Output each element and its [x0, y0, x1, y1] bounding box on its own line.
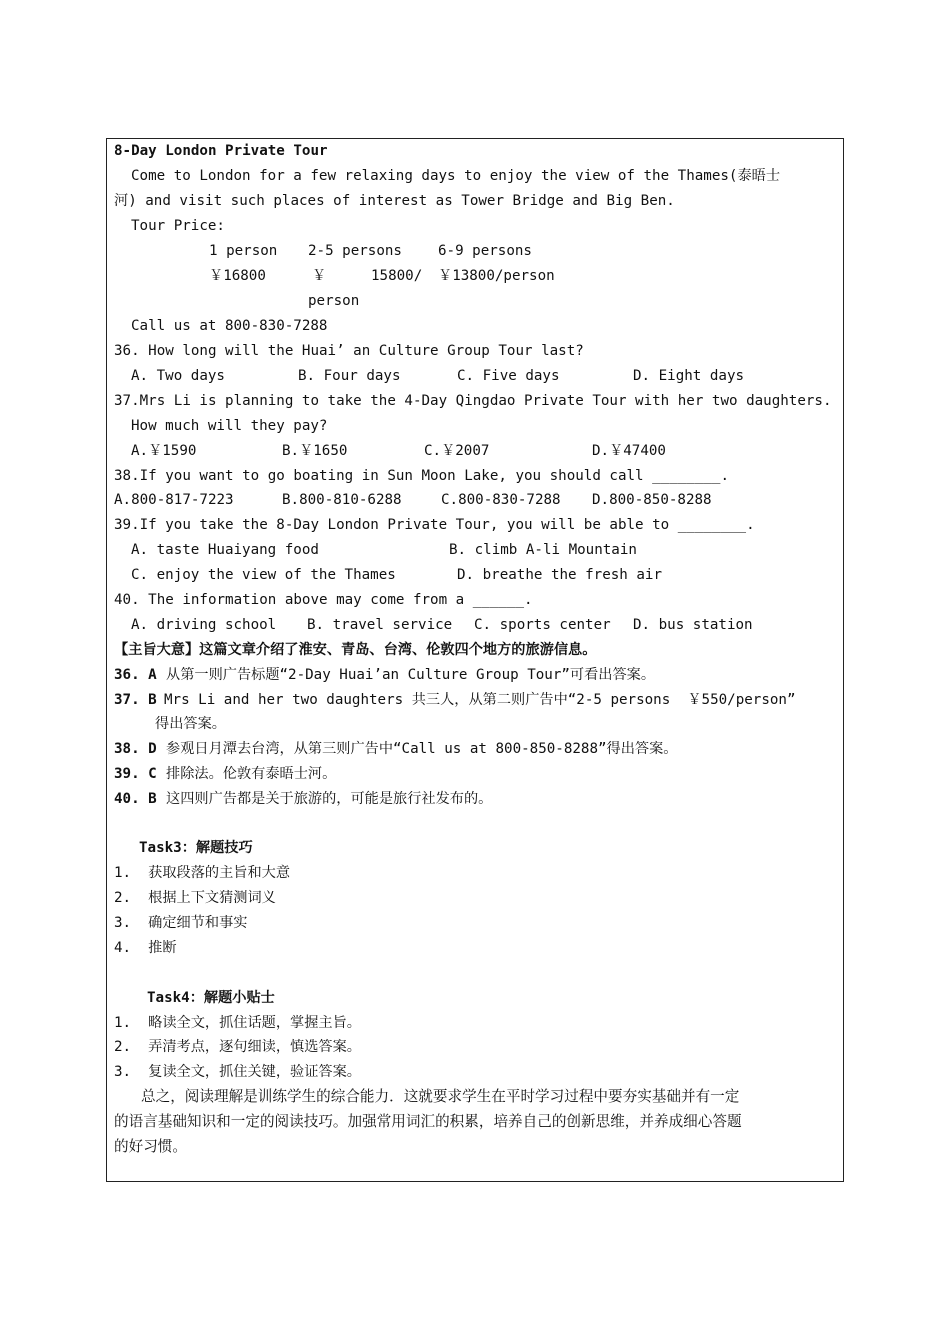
option: D. Eight days: [633, 368, 745, 384]
price-value-2-symbol: ￥: [312, 268, 327, 284]
option: C. sports center: [474, 617, 611, 633]
price-value-2-wrap: person: [308, 293, 360, 309]
option: A. Two days: [131, 368, 225, 384]
option: A. taste Huaiyang food: [131, 542, 319, 558]
question-37-line2: How much will they pay?: [131, 418, 328, 434]
option: D.￥47400: [592, 443, 666, 459]
option: D. bus station: [633, 617, 753, 633]
question-36: 36. How long will the Huai’ an Culture Group Tour last?: [114, 343, 584, 359]
answer-label: 38. D: [114, 741, 157, 757]
tour-price-label: Tour Price:: [131, 218, 225, 234]
option: C. enjoy the view of the Thames: [131, 567, 396, 583]
option: D.800-850-8288: [592, 492, 712, 508]
price-header-3: 6-9 persons: [438, 243, 532, 259]
question-39: 39.If you take the 8-Day London Private Tour, you will be able to ________.: [114, 517, 755, 533]
task3-item-3: 3. 确定细节和事实: [114, 915, 248, 931]
option: B. Four days: [298, 368, 401, 384]
answer-explanation: 这四则广告都是关于旅游的，可能是旅行社发布的。: [166, 791, 493, 807]
task3-title: Task3：解题技巧: [139, 840, 253, 856]
option: A.800-817-7223: [114, 492, 234, 508]
option: C.800-830-7288: [441, 492, 561, 508]
option: C.￥2007: [424, 443, 490, 459]
option: A. driving school: [131, 617, 277, 633]
option: C. Five days: [457, 368, 560, 384]
price-header-2: 2-5 persons: [308, 243, 402, 259]
task4-item-1: 1. 略读全文，抓住话题，掌握主旨。: [114, 1015, 361, 1031]
answer-label: 40. B: [114, 791, 157, 807]
summary-line-3: 的好习惯。: [114, 1138, 187, 1155]
summary-line-1: 总之，阅读理解是训练学生的综合能力．这就要求学生在平时学习过程中要夯实基础并有一定: [141, 1088, 740, 1105]
question-37-line1: 37.Mrs Li is planning to take the 4-Day Qingdao Private Tour with her two daughters.: [114, 393, 832, 409]
summary-line-2: 的语言基础知识和一定的阅读技巧。加强常用词汇的积累，培养自己的创新思维，并养成细心答题: [114, 1113, 742, 1130]
tour-description-line1: Come to London for a few relaxing days to enjoy the view of the Thames(泰晤士: [131, 168, 781, 184]
tour-description-line2: 河) and visit such places of interest as Tower Bridge and Big Ben.: [114, 193, 675, 209]
answer-explanation: 参观日月潭去台湾，从第三则广告中“Call us at 800-850-8288”得出答案。: [166, 741, 678, 757]
task4-item-2: 2. 弄清考点，逐句细读，慎选答案。: [114, 1039, 361, 1055]
option: D. breathe the fresh air: [457, 567, 662, 583]
question-40: 40. The information above may come from a ______.: [114, 592, 533, 608]
task3-item-4: 4. 推断: [114, 940, 177, 956]
tour-title: 8-Day London Private Tour: [114, 143, 328, 159]
task3-item-2: 2. 根据上下文猜测词义: [114, 890, 276, 906]
task4-item-3: 3. 复读全文，抓住关键，验证答案。: [114, 1064, 361, 1080]
task4-title: Task4：解题小贴士: [147, 990, 275, 1006]
price-value-1: ￥16800: [209, 268, 266, 284]
option: B. travel service: [307, 617, 453, 633]
answer-label: 36. A: [114, 667, 157, 683]
task3-item-1: 1. 获取段落的主旨和大意: [114, 865, 291, 881]
main-idea: 【主旨大意】这篇文章介绍了淮安、青岛、台湾、伦敦四个地方的旅游信息。: [114, 642, 597, 658]
answer-label: 37. B: [114, 692, 157, 708]
answer-explanation: Mrs Li and her two daughters 共三人，从第二则广告中“2-5 persons ￥550/person”: [164, 692, 796, 708]
option: B. climb A-li Mountain: [449, 542, 637, 558]
tour-contact: Call us at 800-830-7288: [131, 318, 328, 334]
answer-explanation: 排除法。伦敦有泰晤士河。: [166, 766, 337, 782]
option: B.800-810-6288: [282, 492, 402, 508]
option: B.￥1650: [282, 443, 348, 459]
question-38: 38.If you want to go boating in Sun Moon Lake, you should call ________.: [114, 468, 729, 484]
price-value-3: ￥13800/person: [438, 268, 555, 284]
answer-explanation-cont: 得出答案。: [155, 716, 226, 732]
answer-label: 39. C: [114, 766, 157, 782]
option: A.￥1590: [131, 443, 197, 459]
answer-explanation: 从第一则广告标题“2-Day Huai’an Culture Group Tour”可看出答案。: [166, 667, 656, 683]
price-value-2: 15800/: [371, 268, 423, 284]
price-header-1: 1 person: [209, 243, 278, 259]
